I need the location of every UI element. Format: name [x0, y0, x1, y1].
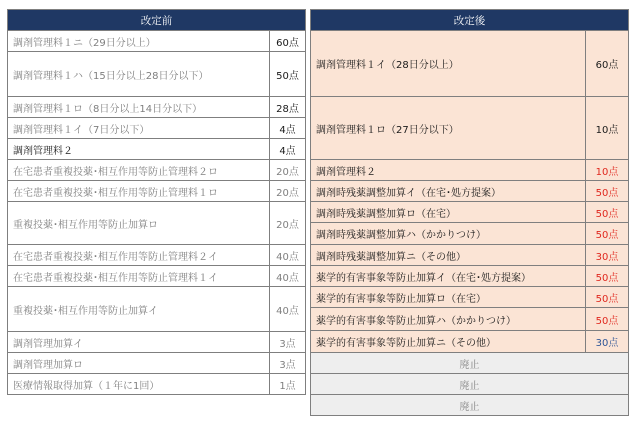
after-label: 調剤管理料１イ（28日分以上）	[311, 31, 586, 97]
before-points: 50点	[270, 52, 306, 97]
table-row	[8, 181, 306, 202]
after-label: 薬学的有害事象等防止加算イ（在宅･処方提案）	[311, 266, 586, 287]
before-points: 28点	[270, 97, 306, 118]
after-label: 調剤時残薬調整加算ニ（その他）	[311, 245, 586, 266]
after-points: 60点	[586, 31, 629, 97]
after-label: 調剤時残薬調整加算ハ（かかりつけ）	[311, 223, 586, 245]
table-row	[311, 223, 629, 245]
before-label: 調剤管理料１イ（7日分以下）	[8, 118, 270, 139]
table-row	[311, 160, 629, 181]
table-row	[8, 31, 306, 52]
table-row	[8, 52, 306, 97]
table-row	[311, 202, 629, 223]
table-row	[8, 202, 306, 245]
abolished-cell: 廃止	[311, 353, 629, 374]
after-label: 調剤管理料２	[311, 160, 586, 181]
before-label: 重複投薬･相互作用等防止加算ロ	[8, 202, 270, 245]
table-row	[311, 181, 629, 202]
table-row	[311, 353, 629, 374]
table-row	[8, 332, 306, 353]
before-points: 40点	[270, 266, 306, 287]
table-row	[8, 374, 306, 395]
table-row	[311, 266, 629, 287]
before-label: 調剤管理料１ハ（15日分以上28日分以下）	[8, 52, 270, 97]
before-label: 在宅患者重複投薬･相互作用等防止管理料２イ	[8, 245, 270, 266]
after-points: 50点	[586, 223, 629, 245]
before-points: 40点	[270, 287, 306, 332]
after-label: 薬学的有害事象等防止加算ハ（かかりつけ）	[311, 308, 586, 331]
before-points: 3点	[270, 353, 306, 374]
table-row	[8, 245, 306, 266]
table-row	[311, 31, 629, 97]
before-table	[7, 9, 306, 395]
before-header: 改定前	[8, 10, 306, 31]
after-points: 50点	[586, 181, 629, 202]
before-points: 4点	[270, 118, 306, 139]
after-points: 50点	[586, 308, 629, 331]
table-row	[8, 118, 306, 139]
abolished-cell: 廃止	[311, 374, 629, 395]
after-header: 改定後	[311, 10, 629, 31]
before-label: 調剤管理料２	[8, 139, 270, 160]
table-row	[8, 353, 306, 374]
before-points: 20点	[270, 181, 306, 202]
before-label: 在宅患者重複投薬･相互作用等防止管理料１ロ	[8, 181, 270, 202]
abolished-cell: 廃止	[311, 395, 629, 416]
before-points: 1点	[270, 374, 306, 395]
table-row	[8, 97, 306, 118]
before-label: 調剤管理料１ロ（8日分以上14日分以下）	[8, 97, 270, 118]
table-row	[8, 139, 306, 160]
table-row	[311, 245, 629, 266]
after-table	[310, 9, 629, 416]
after-points: 50点	[586, 266, 629, 287]
after-points: 30点	[586, 245, 629, 266]
before-points: 4点	[270, 139, 306, 160]
after-label: 調剤時残薬調整加算ロ（在宅）	[311, 202, 586, 223]
table-row	[311, 308, 629, 331]
table-row	[311, 374, 629, 395]
after-label: 調剤管理料１ロ（27日分以下）	[311, 97, 586, 160]
after-points: 10点	[586, 97, 629, 160]
before-label: 在宅患者重複投薬･相互作用等防止管理料２ロ	[8, 160, 270, 181]
after-label: 薬学的有害事象等防止加算ロ（在宅）	[311, 287, 586, 308]
before-points: 3点	[270, 332, 306, 353]
before-points: 60点	[270, 31, 306, 52]
before-label: 調剤管理加算ロ	[8, 353, 270, 374]
before-points: 20点	[270, 202, 306, 245]
before-label: 調剤管理加算イ	[8, 332, 270, 353]
before-points: 40点	[270, 245, 306, 266]
before-points: 20点	[270, 160, 306, 181]
before-label: 在宅患者重複投薬･相互作用等防止管理料１イ	[8, 266, 270, 287]
table-row	[311, 395, 629, 416]
table-row	[8, 160, 306, 181]
after-label: 薬学的有害事象等防止加算ニ（その他）	[311, 331, 586, 353]
after-points: 50点	[586, 287, 629, 308]
after-points: 30点	[586, 331, 629, 353]
before-label: 医療情報取得加算（１年に1回）	[8, 374, 270, 395]
after-points: 10点	[586, 160, 629, 181]
table-row	[311, 97, 629, 160]
after-points: 50点	[586, 202, 629, 223]
after-label: 調剤時残薬調整加算イ（在宅･処方提案）	[311, 181, 586, 202]
table-row	[311, 331, 629, 353]
table-row	[8, 266, 306, 287]
table-row	[8, 287, 306, 332]
before-label: 調剤管理料１ニ（29日分以上）	[8, 31, 270, 52]
before-label: 重複投薬･相互作用等防止加算イ	[8, 287, 270, 332]
table-row	[311, 287, 629, 308]
